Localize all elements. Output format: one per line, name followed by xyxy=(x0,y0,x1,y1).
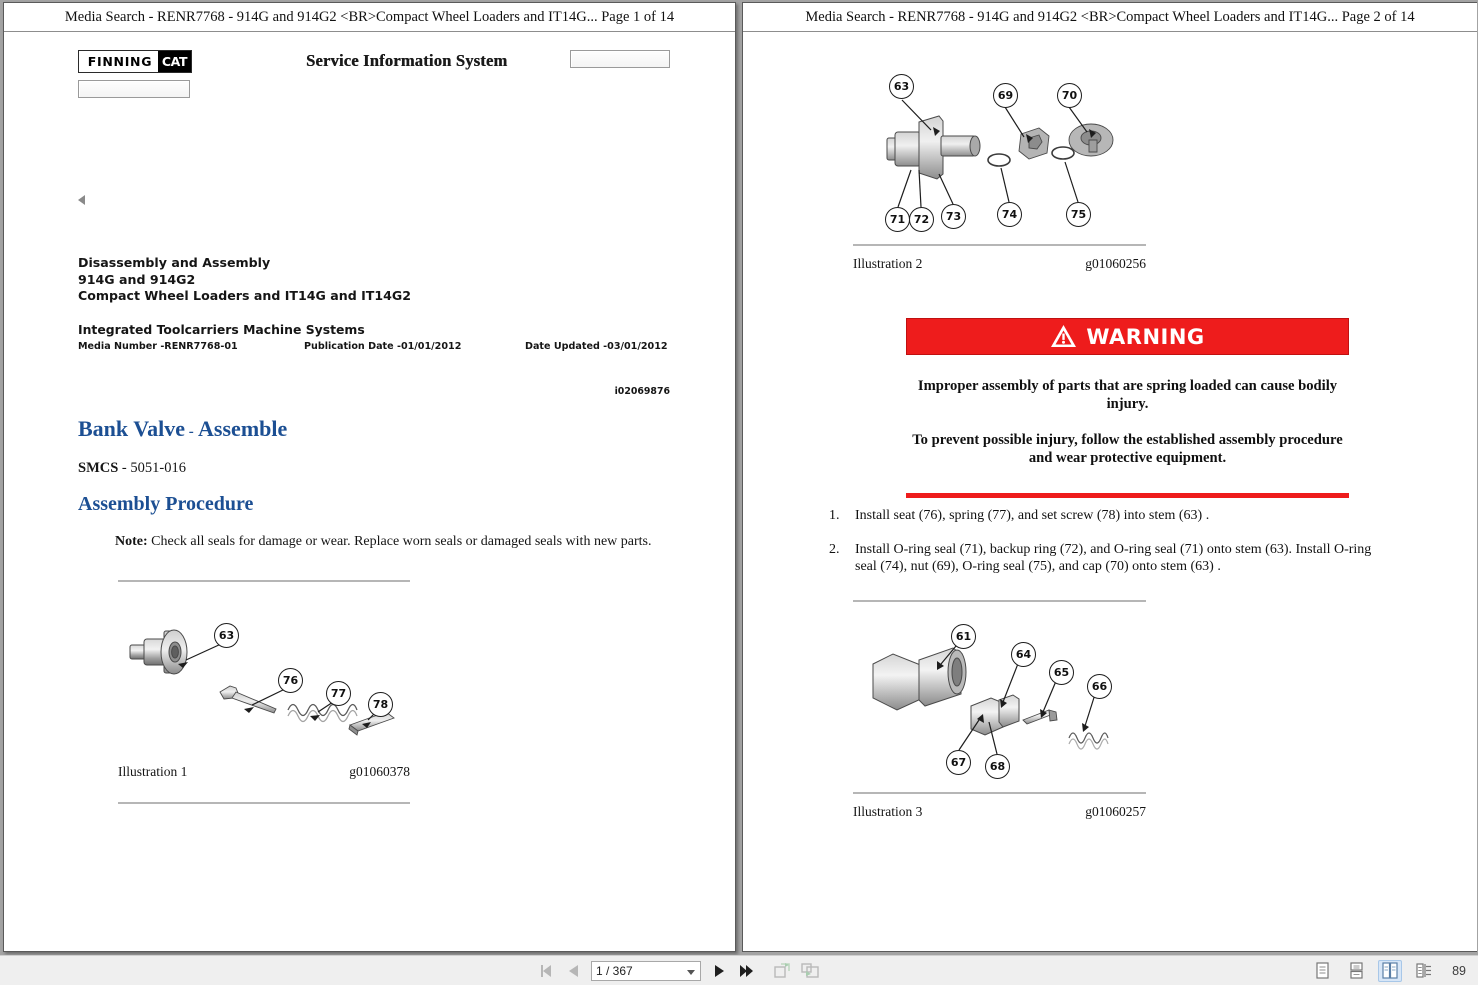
illustration-2-block xyxy=(853,52,1146,276)
rotate-counterclockwise-icon xyxy=(801,962,819,979)
illustration-1-label: Illustration 1 xyxy=(118,764,188,779)
callout-63: 63 xyxy=(889,74,914,99)
step-text: Install O-ring seal (71), backup ring (72), and O-ring seal (71) onto stem (63). Install O-ring seal (74), nut (69), O-ring seal (75), and cap (70) onto stem (63) . xyxy=(855,541,1372,574)
page-navigation-group xyxy=(537,961,819,981)
callout-77: 77 xyxy=(326,681,351,706)
document-metadata xyxy=(78,255,698,355)
illustration-2-label: Illustration 2 xyxy=(853,256,923,271)
page-2-body xyxy=(743,32,1477,952)
section-heading: Assembly Procedure xyxy=(78,493,254,515)
callout-76: 76 xyxy=(278,668,303,693)
next-page-button[interactable] xyxy=(710,962,728,980)
next-page-icon xyxy=(713,964,726,978)
page-title-dash: - xyxy=(188,424,194,440)
callout-78: 78 xyxy=(368,692,393,717)
document-title-line-2: 914G and 914G2 xyxy=(78,271,196,287)
viewer-toolbar xyxy=(0,955,1478,985)
callout-69: 69 xyxy=(993,83,1018,108)
finning-wordmark: FINNING xyxy=(87,54,153,69)
illustration-3-block xyxy=(853,600,1146,824)
page-header-2: Media Search - RENR7768 - 914G and 914G2 <BR>Compact Wheel Loaders and IT14G... Page 2 of 14 xyxy=(743,3,1477,32)
document-title-line-3: Compact Wheel Loaders and IT14G and IT14G2 xyxy=(78,288,412,304)
publication-date: Publication Date -01/01/2012 xyxy=(304,340,462,352)
warning-triangle-icon xyxy=(1050,324,1077,349)
illustration-3-graphic-id: g01060257 xyxy=(1085,804,1146,819)
rotate-clockwise-button[interactable] xyxy=(774,962,792,980)
previous-page-icon xyxy=(567,964,580,978)
search-input[interactable] xyxy=(570,50,670,68)
illustration-3-caption xyxy=(853,804,1146,824)
document-id: i02069876 xyxy=(614,386,670,397)
first-page-icon xyxy=(539,964,554,978)
callout-75: 75 xyxy=(1066,202,1091,227)
page-number-select[interactable] xyxy=(591,961,701,981)
illustration-2-rule xyxy=(853,244,1146,246)
callout-72: 72 xyxy=(909,207,934,232)
illustration-3-label: Illustration 3 xyxy=(853,804,923,819)
last-page-icon xyxy=(739,964,754,978)
callout-74: 74 xyxy=(997,202,1022,227)
document-title-line-1: Disassembly and Assembly xyxy=(78,255,271,270)
step-text: Install seat (76), spring (77), and set screw (78) into stem (63) . xyxy=(855,508,1210,523)
callout-67: 67 xyxy=(946,750,971,775)
illustration-3-bottom-rule xyxy=(853,792,1146,794)
warning-label: WARNING xyxy=(1086,324,1205,349)
warning-block xyxy=(906,318,1349,498)
service-information-system-title: Service Information System xyxy=(306,51,508,70)
page-title xyxy=(78,416,287,442)
note-text: Check all seals for damage or wear. Replace worn seals or damaged seals with new parts. xyxy=(147,534,652,549)
two-page-view-icon xyxy=(1382,962,1398,979)
document-title-block xyxy=(78,255,698,305)
view-mode-group xyxy=(1310,960,1466,982)
callout-73: 73 xyxy=(941,204,966,229)
single-page-view-icon xyxy=(1315,962,1330,979)
rotate-counterclockwise-button[interactable] xyxy=(801,962,819,980)
first-page-button[interactable] xyxy=(537,962,555,980)
note-label: Note: xyxy=(115,534,148,549)
illustration-1-block xyxy=(118,580,410,804)
document-subtitle: Integrated Toolcarriers Machine Systems xyxy=(78,321,365,337)
exploded-parts-diagram-1 xyxy=(118,582,410,764)
warning-text-body xyxy=(906,377,1349,467)
book-view-icon xyxy=(1416,962,1432,979)
cat-wordmark: CAT xyxy=(158,51,191,72)
step-number: 2. xyxy=(829,541,840,557)
callout-71: 71 xyxy=(885,207,910,232)
warning-bottom-rule xyxy=(906,493,1349,498)
callout-68: 68 xyxy=(985,754,1010,779)
zoom-level-value: 89 xyxy=(1452,963,1466,978)
document-page-2[interactable] xyxy=(742,2,1477,952)
note-paragraph xyxy=(115,534,695,550)
document-page-1[interactable] xyxy=(3,2,736,952)
smcs-label: SMCS xyxy=(78,460,119,476)
illustration-1-caption xyxy=(118,764,410,784)
two-page-view-button[interactable] xyxy=(1378,960,1402,982)
page-title-suffix: Assemble xyxy=(198,416,288,441)
callout-63: 63 xyxy=(214,623,239,648)
smcs-value: - 5051-016 xyxy=(121,460,186,476)
warning-line-1: Improper assembly of parts that are spring loaded can cause bodily injury. xyxy=(917,378,1338,412)
date-updated: Date Updated -03/01/2012 xyxy=(525,340,668,352)
smcs-code xyxy=(78,460,186,477)
secondary-search-input[interactable] xyxy=(78,80,190,98)
illustration-2-graphic xyxy=(853,52,1146,244)
procedure-step xyxy=(829,541,1389,576)
page-header-1: Media Search - RENR7768 - 914G and 914G2 <BR>Compact Wheel Loaders and IT14G... Page 1 of 14 xyxy=(4,3,735,32)
illustration-1-graphic xyxy=(118,582,410,764)
document-publication-row xyxy=(78,341,698,355)
finning-cat-logo xyxy=(78,50,192,73)
page-title-main: Bank Valve xyxy=(78,416,185,441)
callout-65: 65 xyxy=(1049,660,1074,685)
rotate-clockwise-icon xyxy=(774,962,792,979)
procedure-steps-list xyxy=(829,507,1389,592)
illustration-3-graphic xyxy=(853,602,1146,792)
chevron-down-icon xyxy=(687,970,695,975)
callout-64: 64 xyxy=(1011,642,1036,667)
illustration-2-graphic-id: g01060256 xyxy=(1085,256,1146,271)
collapse-arrow-icon[interactable] xyxy=(78,195,85,205)
last-page-button[interactable] xyxy=(737,962,755,980)
callout-61: 61 xyxy=(951,624,976,649)
illustration-2-caption xyxy=(853,256,1146,276)
continuous-page-view-icon xyxy=(1349,962,1364,979)
callout-66: 66 xyxy=(1087,674,1112,699)
book-view-button[interactable] xyxy=(1412,960,1436,982)
callout-70: 70 xyxy=(1057,83,1082,108)
warning-line-2: To prevent possible injury, follow the established assembly procedure and wear protective equipment. xyxy=(912,432,1343,466)
procedure-step xyxy=(829,507,1389,525)
brand-row xyxy=(4,50,735,128)
media-number: Media Number -RENR7768-01 xyxy=(78,340,238,352)
continuous-page-view-button[interactable] xyxy=(1344,960,1368,982)
illustration-1-bottom-rule xyxy=(118,802,410,804)
page-number-value: 1 / 367 xyxy=(596,963,633,978)
previous-page-button[interactable] xyxy=(564,962,582,980)
page-1-body xyxy=(4,50,735,952)
illustration-1-graphic-id: g01060378 xyxy=(349,764,410,779)
warning-banner xyxy=(906,318,1349,355)
single-page-view-button[interactable] xyxy=(1310,960,1334,982)
step-number: 1. xyxy=(829,508,840,523)
